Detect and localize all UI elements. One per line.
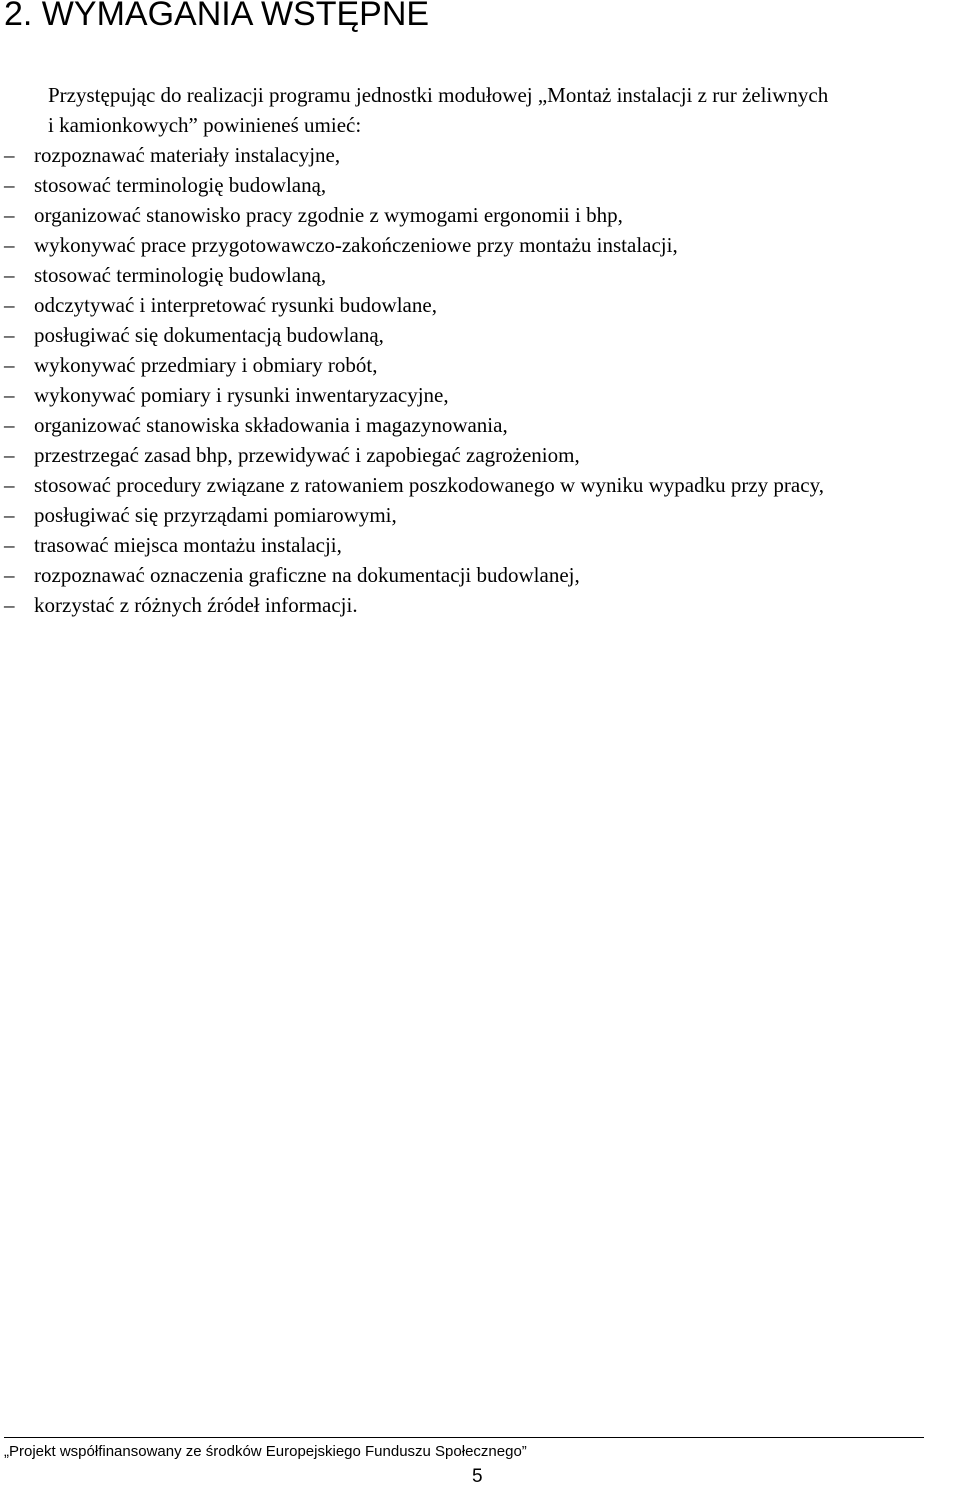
list-item [4,140,960,170]
list-item [4,560,960,590]
list-item-text: organizować stanowiska składowania i magazynowania, [34,413,508,437]
page-number: 5 [472,1466,483,1487]
footer-funding-note: „Projekt współfinansowany ze środków Europejskiego Funduszu Społecznego” [4,1443,527,1460]
list-item-text: stosować procedury związane z ratowaniem poszkodowanego w wyniku wypadku przy pracy, [34,473,824,497]
dash-bullet: – [4,503,15,527]
dash-bullet: – [4,443,15,467]
list-item-text: wykonywać pomiary i rysunki inwentaryzacyjne, [34,383,449,407]
list-item [4,380,960,410]
intro-paragraph [4,80,960,140]
list-item-text: posługiwać się przyrządami pomiarowymi, [34,503,397,527]
dash-bullet: – [4,533,15,557]
dash-bullet: – [4,563,15,587]
dash-bullet: – [4,293,15,317]
list-item-text: posługiwać się dokumentacją budowlaną, [34,323,384,347]
list-item [4,500,960,530]
list-item-text: rozpoznawać materiały instalacyjne, [34,143,341,167]
list-item [4,260,960,290]
dash-bullet: – [4,353,15,377]
list-item [4,230,960,260]
dash-bullet: – [4,413,15,437]
dash-bullet: – [4,593,15,617]
list-item [4,290,960,320]
list-item-text: stosować terminologię budowlaną, [34,263,327,287]
list-item-text: wykonywać prace przygotowawczo-zakończeniowe przy montażu instalacji, [34,233,678,257]
list-item [4,410,960,440]
list-item-text: stosować terminologię budowlaną, [34,173,327,197]
list-item [4,440,960,470]
dash-bullet: – [4,383,15,407]
footer-divider [4,1437,924,1438]
list-item [4,590,960,620]
list-item [4,470,960,500]
dash-bullet: – [4,233,15,257]
list-item [4,200,960,230]
list-item-text: rozpoznawać oznaczenia graficzne na dokumentacji budowlanej, [34,563,580,587]
list-item-text: trasować miejsca montażu instalacji, [34,533,342,557]
list-item [4,530,960,560]
list-item-text: korzystać z różnych źródeł informacji. [34,593,358,617]
list-item [4,350,960,380]
list-item [4,170,960,200]
dash-bullet: – [4,263,15,287]
dash-bullet: – [4,473,15,497]
list-item-text: odczytywać i interpretować rysunki budowlane, [34,293,437,317]
dash-bullet: – [4,143,15,167]
list-item [4,320,960,350]
list-item-text: wykonywać przedmiary i obmiary robót, [34,353,378,377]
page-content [4,80,960,620]
requirements-list [4,140,960,620]
dash-bullet: – [4,173,15,197]
dash-bullet: – [4,323,15,347]
list-item-text: przestrzegać zasad bhp, przewidywać i zapobiegać zagrożeniom, [34,443,580,467]
list-item-text: organizować stanowisko pracy zgodnie z wymogami ergonomii i bhp, [34,203,623,227]
section-heading: 2. WYMAGANIA WSTĘPNE [4,0,430,33]
intro-line-2: i kamionkowych” powinieneś umieć: [48,113,362,137]
intro-line-1: Przystępując do realizacji programu jednostki modułowej „Montaż instalacji z rur żeliwnych [48,83,829,107]
dash-bullet: – [4,203,15,227]
